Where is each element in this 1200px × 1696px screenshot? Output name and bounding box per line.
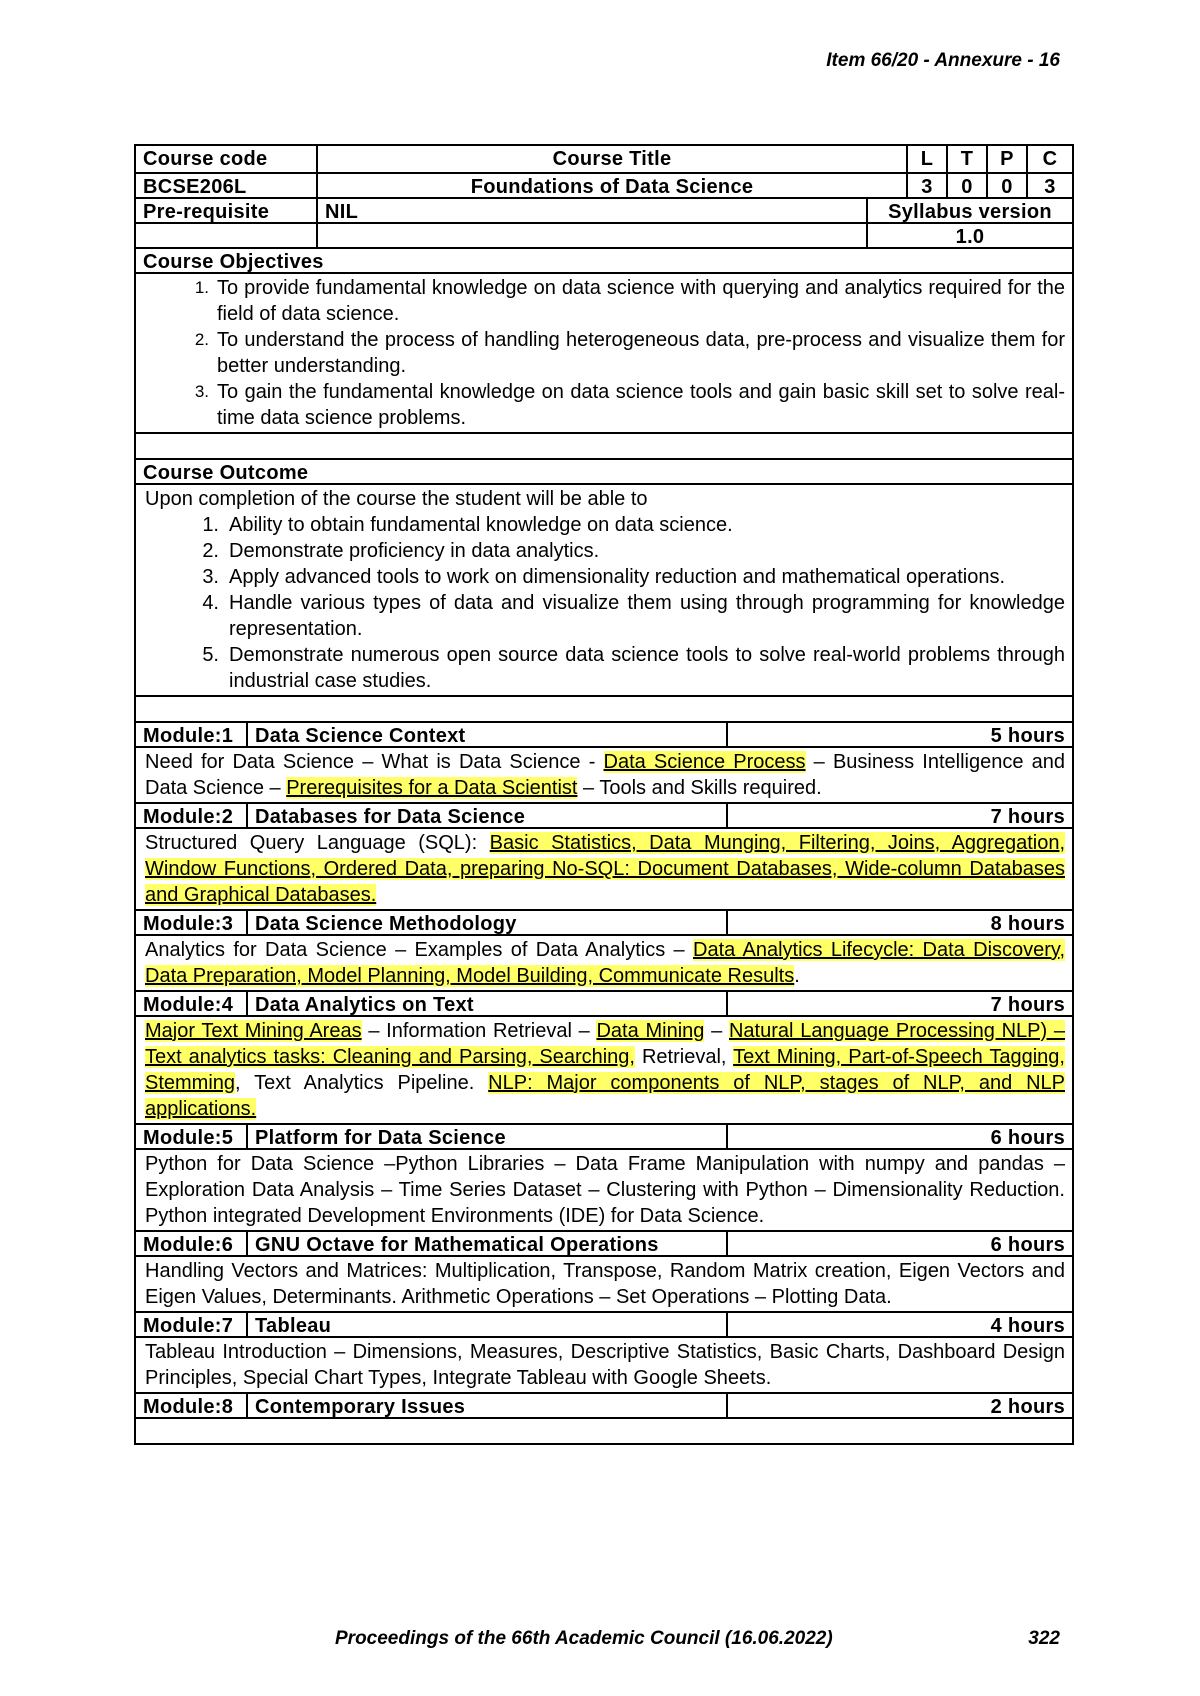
outcome-item: 5. Demonstrate numerous open source data science tools to solve real-world problems through industrial case studies. xyxy=(202,644,1065,692)
module-title: Contemporary Issues xyxy=(246,1394,726,1417)
c-label: C xyxy=(1026,146,1072,172)
highlighted-text: Data Analytics Lifecycle: Data Discovery, Data Preparation, Model Planning, Model Building, Communicate Results xyxy=(145,939,1065,987)
syllabus-version-label: Syllabus version xyxy=(866,199,1072,222)
outcome-item: 1. Ability to obtain fundamental knowledge on data science. xyxy=(202,514,733,536)
module-hours: 8 hours xyxy=(726,911,1072,934)
outcomes-body xyxy=(136,485,1072,695)
objective-item: 3. To gain the fundamental knowledge on data science tools and gain basic skill set to solve real-time data science problems. xyxy=(194,381,1065,429)
annexure-label: Item 66/20 - Annexure - 16 xyxy=(826,50,1060,71)
highlighted-text: Prerequisites for a Data Scientist xyxy=(286,777,578,799)
module-content xyxy=(136,1257,1072,1311)
l-value: 3 xyxy=(906,174,946,197)
module-text: – Tools and Skills required. xyxy=(577,777,822,799)
highlighted-text: Basic Statistics, Data Munging, Filtering, Joins, Aggregation, Window Functions, Ordered Data, preparing No-SQL: Document Databases, Wide-column Databases and Graphical Databases. xyxy=(145,832,1066,906)
objectives-row xyxy=(136,272,1072,432)
prereq-label: Pre-requisite xyxy=(143,201,270,222)
module-label: Module:4 xyxy=(143,994,234,1015)
module-hours: 7 hours xyxy=(726,992,1072,1015)
syllabus-version: 1.0 xyxy=(866,224,1072,247)
objectives-list xyxy=(145,275,1065,431)
module-header-row xyxy=(136,990,1072,1015)
module-hours: 4 hours xyxy=(726,1313,1072,1336)
modules-section xyxy=(136,721,1072,1417)
module-content xyxy=(136,748,1072,802)
module-content xyxy=(136,829,1072,909)
module-title: Tableau xyxy=(246,1313,726,1336)
module-label: Module:5 xyxy=(143,1127,234,1148)
objective-item: 2. To understand the process of handling heterogeneous data, pre-process and visualize them for better understanding. xyxy=(194,329,1065,377)
module-header-row xyxy=(136,1123,1072,1148)
module-title: GNU Octave for Mathematical Operations xyxy=(246,1232,726,1255)
module-header-row xyxy=(136,909,1072,934)
objectives-heading-row xyxy=(136,247,1072,272)
outcomes-row xyxy=(136,483,1072,695)
t-label: T xyxy=(946,146,986,172)
module-text: Retrieval, xyxy=(634,1046,734,1068)
highlighted-text: Text Mining, Part-of-Speech Tagging, Stemming xyxy=(145,1046,1065,1094)
module-text: Analytics for Data Science – Examples of Data Analytics – xyxy=(145,939,694,961)
module-content xyxy=(136,936,1072,990)
course-code: BCSE206L xyxy=(143,176,247,197)
module-content-row xyxy=(136,1255,1072,1311)
highlighted-text: NLP: Major components of NLP, stages of NLP, and NLP applications. xyxy=(145,1072,1065,1120)
module-label: Module:7 xyxy=(143,1315,234,1336)
objectives-body xyxy=(136,274,1072,432)
module-text: Tableau Introduction – Dimensions, Measures, Descriptive Statistics, Basic Charts, Dashboard Design Principles, Special Chart Types, Integrate Tableau with Google Sheets. xyxy=(145,1341,1065,1389)
proceedings-label: Proceedings of the 66th Academic Council (16.06.2022) xyxy=(335,1628,833,1649)
version-row xyxy=(136,222,1072,247)
module-content-row xyxy=(136,1148,1072,1230)
spacer-row xyxy=(136,695,1072,721)
module-title: Data Science Methodology xyxy=(246,911,726,934)
module-title: Data Analytics on Text xyxy=(246,992,726,1015)
module-label: Module:6 xyxy=(143,1234,234,1255)
outcomes-intro: Upon completion of the course the student will be able to xyxy=(145,488,648,510)
outcomes-heading: Course Outcome xyxy=(143,462,309,483)
module-title: Platform for Data Science xyxy=(246,1125,726,1148)
course-title: Foundations of Data Science xyxy=(316,174,906,197)
module-content-row xyxy=(136,1336,1072,1392)
module-title: Data Science Context xyxy=(246,723,726,746)
syllabus-table xyxy=(134,144,1074,1445)
module-content xyxy=(136,1150,1072,1230)
course-code-label: Course code xyxy=(143,148,268,170)
module-text: Structured Query Language (SQL): xyxy=(145,832,490,854)
highlighted-text: Natural Language Processing NLP) – Text analytics tasks: Cleaning and Parsing, Searching, xyxy=(145,1020,1066,1068)
objectives-heading: Course Objectives xyxy=(143,251,324,272)
module-hours: 6 hours xyxy=(726,1232,1072,1255)
empty-cell xyxy=(316,224,866,247)
outcomes-list xyxy=(145,512,1065,694)
outcome-item: 4. Handle various types of data and visualize them using through programming for knowledge representation. xyxy=(202,592,1065,640)
module-header-row xyxy=(136,1230,1072,1255)
module-text: Python for Data Science –Python Libraries – Data Frame Manipulation with numpy and pandas – Exploration Data Analysis – Time Series Dataset – Clustering with Python – Dimensionality Reduction. Python integrated Development Environments (IDE) for Data Science. xyxy=(145,1153,1065,1227)
p-label: P xyxy=(986,146,1026,172)
module-text: , Text Analytics Pipeline. xyxy=(235,1072,489,1094)
module-label: Module:3 xyxy=(143,913,234,934)
module-content xyxy=(136,1017,1072,1123)
c-value: 3 xyxy=(1026,174,1072,197)
module-content-row xyxy=(136,934,1072,990)
module-content-row xyxy=(136,746,1072,802)
module-title: Databases for Data Science xyxy=(246,804,726,827)
module-content-row xyxy=(136,827,1072,909)
module-hours: 5 hours xyxy=(726,723,1072,746)
module-text: Handling Vectors and Matrices: Multiplication, Transpose, Random Matrix creation, Eigen Vectors and Eigen Values, Determinants. Arithmetic Operations – Set Operations – Plotting Data. xyxy=(145,1260,1065,1308)
module-text: – Information Retrieval – xyxy=(361,1020,597,1042)
module-text: – xyxy=(704,1020,729,1042)
outcome-item: 2. Demonstrate proficiency in data analytics. xyxy=(202,540,600,562)
module-label: Module:2 xyxy=(143,806,234,827)
spacer-row xyxy=(136,432,1072,458)
t-value: 0 xyxy=(946,174,986,197)
empty-cell xyxy=(136,224,316,247)
outcomes-heading-row xyxy=(136,458,1072,483)
module-content-row xyxy=(136,1015,1072,1123)
module-header-row xyxy=(136,1311,1072,1336)
module-text: . xyxy=(794,965,800,987)
highlighted-text: Major Text Mining Areas xyxy=(145,1020,362,1042)
module-text: Need for Data Science – What is Data Science - xyxy=(145,751,604,773)
prereq-value: NIL xyxy=(316,199,866,222)
objective-item: 1. To provide fundamental knowledge on data science with querying and analytics required for the field of data science. xyxy=(194,277,1065,325)
spacer-row xyxy=(136,1417,1072,1443)
highlighted-text: Data Science Process xyxy=(603,751,806,773)
module-header-row xyxy=(136,1392,1072,1417)
module-header-row xyxy=(136,802,1072,827)
p-value: 0 xyxy=(986,174,1026,197)
highlighted-text: Data Mining xyxy=(596,1020,705,1042)
module-text: – Business Intelligence and Data Science – xyxy=(145,751,1065,799)
course-header-row xyxy=(136,146,1072,172)
course-title-label: Course Title xyxy=(316,146,906,172)
module-header-row xyxy=(136,721,1072,746)
module-content xyxy=(136,1338,1072,1392)
module-hours: 6 hours xyxy=(726,1125,1072,1148)
page-number: 322 xyxy=(1028,1628,1060,1649)
module-label: Module:8 xyxy=(143,1396,234,1417)
l-label: L xyxy=(906,146,946,172)
outcome-item: 3. Apply advanced tools to work on dimensionality reduction and mathematical operations. xyxy=(202,566,1005,588)
prereq-row xyxy=(136,197,1072,222)
module-hours: 2 hours xyxy=(726,1394,1072,1417)
module-label: Module:1 xyxy=(143,725,234,746)
module-hours: 7 hours xyxy=(726,804,1072,827)
course-values-row xyxy=(136,172,1072,197)
